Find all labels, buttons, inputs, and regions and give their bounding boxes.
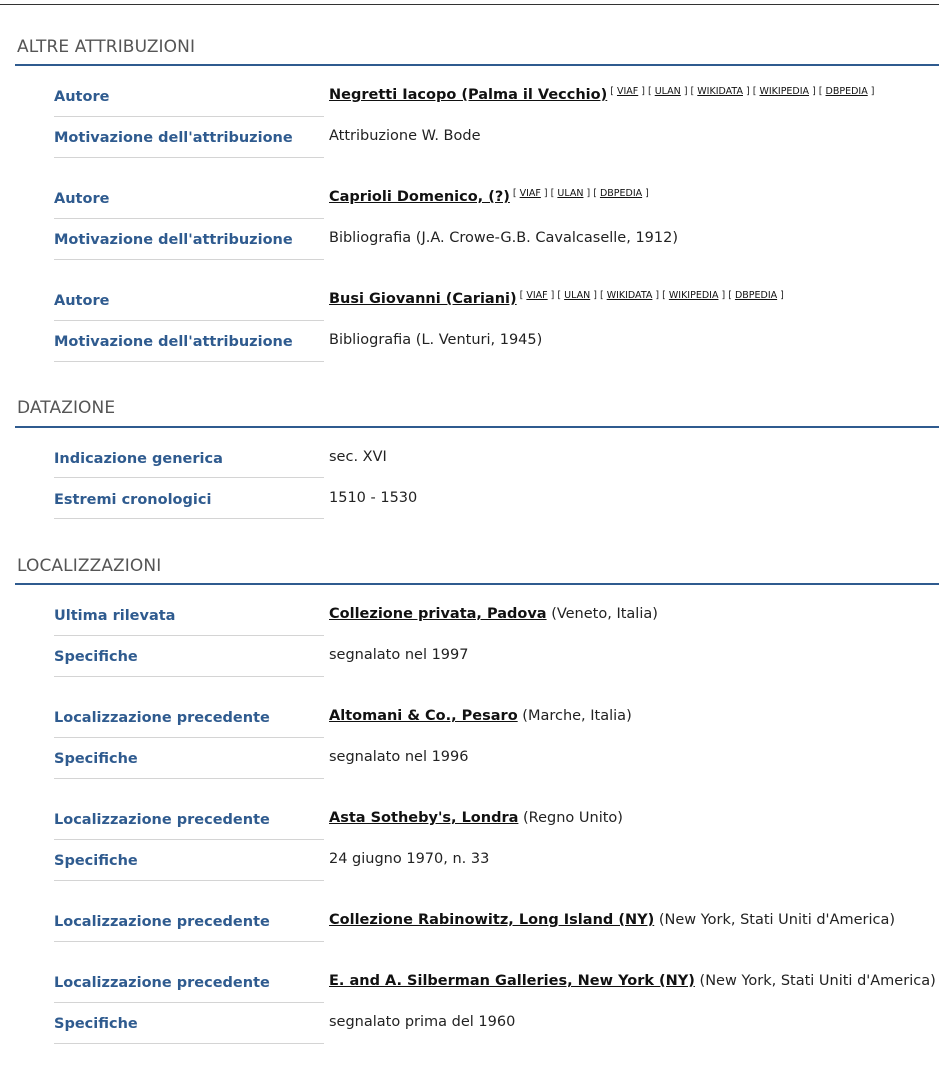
viaf-link[interactable]: VIAF bbox=[526, 290, 548, 301]
field-label-autore: Autore bbox=[54, 191, 110, 207]
field-value-autore bbox=[329, 189, 649, 205]
place-link[interactable]: Collezione privata, Padova bbox=[329, 606, 547, 622]
place-link[interactable]: E. and A. Silberman Galleries, New York (NY) bbox=[329, 973, 695, 989]
field-label-autore: Autore bbox=[54, 293, 110, 309]
place-region: (New York, Stati Uniti d'America) bbox=[658, 912, 895, 928]
author-link[interactable]: Busi Giovanni (Cariani) bbox=[329, 291, 517, 307]
row-divider bbox=[54, 676, 324, 677]
field-label-localizzazione-precedente: Localizzazione precedente bbox=[54, 914, 270, 930]
place-region: (Veneto, Italia) bbox=[551, 606, 658, 622]
top-border bbox=[0, 4, 939, 5]
dbpedia-link[interactable]: DBPEDIA bbox=[599, 188, 643, 199]
field-label-localizzazione-precedente: Localizzazione precedente bbox=[54, 975, 270, 991]
row-divider bbox=[54, 320, 324, 321]
field-value-motivazione: Bibliografia (L. Venturi, 1945) bbox=[329, 332, 543, 348]
field-label-localizzazione-precedente: Localizzazione precedente bbox=[54, 812, 270, 828]
row-divider bbox=[54, 839, 324, 840]
section-divider bbox=[15, 583, 939, 585]
field-label-motivazione: Motivazione dell'attribuzione bbox=[54, 130, 293, 146]
field-label-specifiche: Specifiche bbox=[54, 1016, 138, 1032]
field-value-specifiche: 24 giugno 1970, n. 33 bbox=[329, 851, 490, 867]
place-region: (New York, Stati Uniti d'America) bbox=[699, 973, 936, 989]
wikipedia-link[interactable]: WIKIPEDIA bbox=[668, 290, 719, 301]
wikidata-link[interactable]: WIKIDATA bbox=[697, 86, 743, 97]
field-value-localizzazione bbox=[329, 973, 936, 989]
field-label-indicazione-generica: Indicazione generica bbox=[54, 451, 223, 467]
row-divider bbox=[54, 361, 324, 362]
field-value-specifiche: segnalato nel 1996 bbox=[329, 749, 469, 765]
section-title-localizzazioni: LOCALIZZAZIONI bbox=[17, 556, 162, 576]
ulan-link[interactable]: ULAN bbox=[557, 188, 584, 199]
ulan-link[interactable]: ULAN bbox=[654, 86, 681, 97]
field-label-motivazione: Motivazione dell'attribuzione bbox=[54, 232, 293, 248]
field-label-estremi-cronologici: Estremi cronologici bbox=[54, 492, 212, 508]
field-value-specifiche: segnalato nel 1997 bbox=[329, 647, 469, 663]
author-link[interactable]: Negretti Iacopo (Palma il Vecchio) bbox=[329, 87, 608, 103]
dbpedia-link[interactable]: DBPEDIA bbox=[734, 290, 778, 301]
row-divider bbox=[54, 635, 324, 636]
row-divider bbox=[54, 259, 324, 260]
row-divider bbox=[54, 218, 324, 219]
field-value-localizzazione bbox=[329, 810, 623, 826]
viaf-link[interactable]: VIAF bbox=[519, 188, 541, 199]
field-label-specifiche: Specifiche bbox=[54, 853, 138, 869]
field-value-autore bbox=[329, 87, 874, 103]
author-link[interactable]: Caprioli Domenico, (?) bbox=[329, 189, 510, 205]
row-divider bbox=[54, 116, 324, 117]
row-divider bbox=[54, 778, 324, 779]
field-label-specifiche: Specifiche bbox=[54, 649, 138, 665]
field-value-motivazione: Bibliografia (J.A. Crowe-G.B. Cavalcaselle, 1912) bbox=[329, 230, 678, 246]
authority-links: [ VIAF ] [ ULAN ] [ DBPEDIA ] bbox=[512, 188, 649, 199]
row-divider bbox=[54, 518, 324, 519]
row-divider bbox=[54, 477, 324, 478]
field-value-localizzazione bbox=[329, 912, 895, 928]
section-divider bbox=[15, 64, 939, 66]
authority-links: [ VIAF ] [ ULAN ] [ WIKIDATA ] [ WIKIPEDIA ] [ DBPEDIA ] bbox=[610, 86, 875, 97]
field-value-estremi-cronologici: 1510 - 1530 bbox=[329, 490, 418, 506]
field-label-motivazione: Motivazione dell'attribuzione bbox=[54, 334, 293, 350]
row-divider bbox=[54, 737, 324, 738]
place-link[interactable]: Asta Sotheby's, Londra bbox=[329, 810, 519, 826]
authority-links: [ VIAF ] [ ULAN ] [ WIKIDATA ] [ WIKIPEDIA ] [ DBPEDIA ] bbox=[519, 290, 784, 301]
field-label-ultima-rilevata: Ultima rilevata bbox=[54, 608, 176, 624]
row-divider bbox=[54, 1043, 324, 1044]
place-region: (Regno Unito) bbox=[523, 810, 623, 826]
row-divider bbox=[54, 1002, 324, 1003]
viaf-link[interactable]: VIAF bbox=[616, 86, 639, 97]
field-value-localizzazione bbox=[329, 708, 632, 724]
place-link[interactable]: Altomani & Co., Pesaro bbox=[329, 708, 518, 724]
field-label-localizzazione-precedente: Localizzazione precedente bbox=[54, 710, 270, 726]
wikipedia-link[interactable]: WIKIPEDIA bbox=[759, 86, 810, 97]
field-value-autore bbox=[329, 291, 784, 307]
dbpedia-link[interactable]: DBPEDIA bbox=[825, 86, 868, 97]
section-title-datazione: DATAZIONE bbox=[17, 398, 116, 418]
place-region: (Marche, Italia) bbox=[522, 708, 632, 724]
row-divider bbox=[54, 941, 324, 942]
wikidata-link[interactable]: WIKIDATA bbox=[606, 290, 653, 301]
ulan-link[interactable]: ULAN bbox=[564, 290, 591, 301]
field-label-autore: Autore bbox=[54, 89, 110, 105]
field-value-specifiche: segnalato prima del 1960 bbox=[329, 1014, 516, 1030]
section-divider bbox=[15, 426, 939, 428]
row-divider bbox=[54, 157, 324, 158]
field-value-localizzazione bbox=[329, 606, 658, 622]
section-title-altre-attribuzioni: ALTRE ATTRIBUZIONI bbox=[17, 37, 196, 57]
field-label-specifiche: Specifiche bbox=[54, 751, 138, 767]
field-value-motivazione: Attribuzione W. Bode bbox=[329, 128, 481, 144]
place-link[interactable]: Collezione Rabinowitz, Long Island (NY) bbox=[329, 912, 655, 928]
row-divider bbox=[54, 880, 324, 881]
field-value-indicazione-generica: sec. XVI bbox=[329, 449, 387, 465]
